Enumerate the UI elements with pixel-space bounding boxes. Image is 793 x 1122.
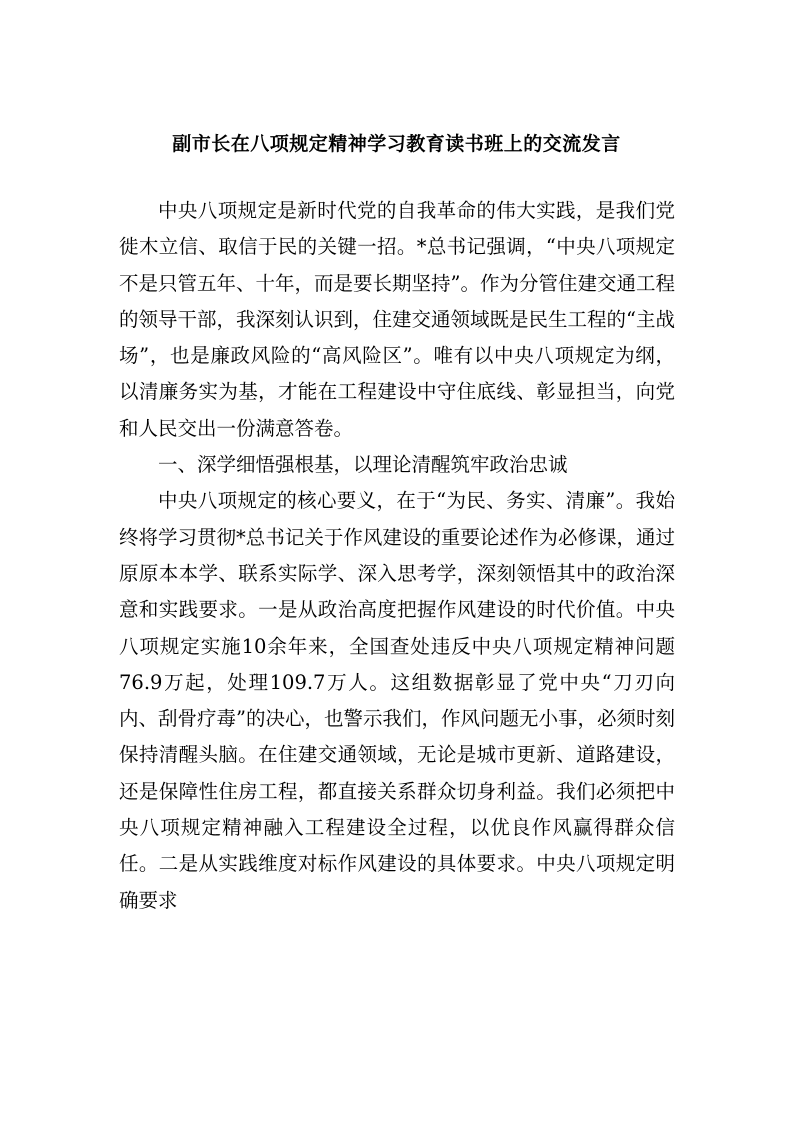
intro-paragraph: 中央八项规定是新时代党的自我革命的伟大实践，是我们党徙木立信、取信于民的关键一招。*总书记强调，“中央八项规定不是只管五年、十年，而是要长期坚持”。作为分管住建交通工程的领导干部，我深刻认识到，住建交通领域既是民生工程的“主战场”，也是廉政风险的“高风险区”。唯有以中央八项规定为纲，以清廉务实为基，才能在工程建设中守住底线、彰显担当，向党和人民交出一份满意答卷。 [119,199,675,440]
document-title: 副市长在八项规定精神学习教育读书班上的交流发言 [172,133,621,155]
document-body [119,193,675,919]
section-heading: 一、深学细悟强根基，以理论清醒筑牢政治忠诚 [158,453,568,477]
section-paragraph: 中央八项规定的核心要义，在于“为民、务实、清廉”。我始终将学习贯彻*总书记关于作风建设的重要论述作为必修课，通过原原本本学、联系实际学、深入思考学，深刻领悟其中的政治深意和实践要求。一是从政治高度把握作风建设的时代价值。中央八项规定实施10余年来，全国查处违反中央八项规定精神问题76.9万起，处理109.7万人。这组数据彰显了党中央“刀刃向内、刮骨疗毒”的决心，也警示我们，作风问题无小事，必须时刻保持清醒头脑。在住建交通领域，无论是城市更新、道路建设，还是保障性住房工程，都直接关系群众切身利益。我们必须把中央八项规定精神融入工程建设全过程，以优良作风赢得群众信任。二是从实践维度对标作风建设的具体要求。中央八项规定明确要求 [119,489,675,912]
